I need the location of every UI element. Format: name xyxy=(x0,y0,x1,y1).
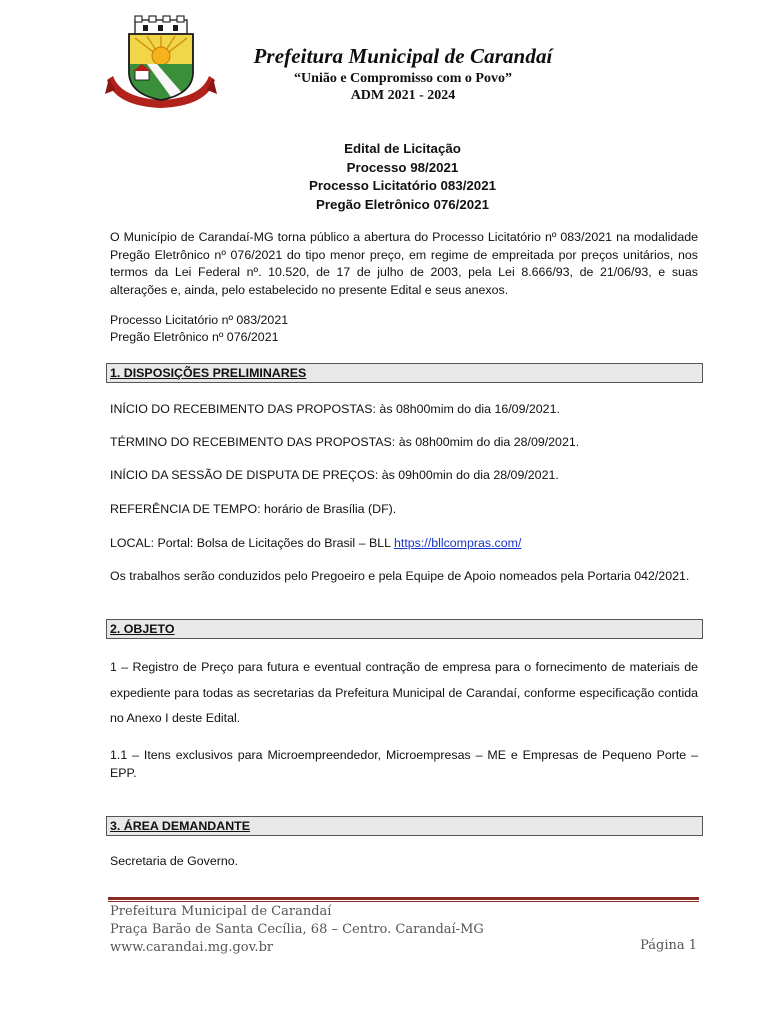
area-demandante-text: Secretaria de Governo. xyxy=(110,854,239,868)
objeto-item-1-1: 1.1 – Itens exclusivos para Microempreendedor, Microempresas – ME e Empresas de Pequeno Porte – EPP. xyxy=(110,748,698,780)
section-heading-2 xyxy=(106,619,703,639)
section-heading-2-label: 2. OBJETO xyxy=(110,622,175,636)
local-line xyxy=(110,535,698,553)
footer-rule-thin xyxy=(108,901,699,902)
footer-address: Praça Barão de Santa Cecília, 68 – Centro. Carandaí-MG xyxy=(110,922,484,937)
section-heading-3-label: 3. ÁREA DEMANDANTE xyxy=(110,819,250,833)
letterhead-administration: ADM 2021 - 2024 xyxy=(350,88,456,103)
footer-org-name: Prefeitura Municipal de Carandaí xyxy=(110,904,332,919)
section-heading-1 xyxy=(106,363,703,383)
municipal-coat-of-arms xyxy=(105,14,217,112)
inicio-recebimento: INÍCIO DO RECEBIMENTO DAS PROPOSTAS: às 08h00mim do dia 16/09/2021. xyxy=(110,402,560,416)
document-heading xyxy=(200,140,605,214)
footer-website: www.carandai.mg.gov.br xyxy=(110,940,274,955)
heading-edital: Edital de Licitação xyxy=(344,141,461,156)
heading-processo-licitatorio: Processo Licitatório 083/2021 xyxy=(309,178,496,193)
heading-processo: Processo 98/2021 xyxy=(346,159,459,175)
section-heading-3 xyxy=(106,816,703,836)
page-number: Página 1 xyxy=(640,938,697,953)
referencia-tempo: REFERÊNCIA DE TEMPO: horário de Brasília (DF). xyxy=(110,502,397,516)
intro-paragraph: O Município de Carandaí-MG torna público a abertura do Processo Licitatório nº 083/2021 na modalidade Pregão Eletrônico nº 076/2021 do tipo menor preço, em regime de empreitada por preços unitários, nos termos da Lei Federal nº. 10.520, de 17 de julho de 2003, pela Lei 8.666/93, de 21/06/93, e suas alterações e, ainda, pelo estabelecido no presente Edital e seus anexos. xyxy=(110,230,698,297)
footer-rule-thick xyxy=(108,897,699,900)
ref-processo: Processo Licitatório nº 083/2021 xyxy=(110,313,289,327)
section-heading-1-label: 1. DISPOSIÇÕES PRELIMINARES xyxy=(110,366,307,380)
bll-link[interactable]: https://bllcompras.com/ xyxy=(394,536,522,550)
termino-recebimento: TÉRMINO DO RECEBIMENTO DAS PROPOSTAS: às 08h00mim do dia 28/09/2021. xyxy=(110,435,580,449)
heading-pregao: Pregão Eletrônico 076/2021 xyxy=(316,196,489,212)
letterhead-motto: “União e Compromisso com o Povo” xyxy=(294,71,512,86)
local-label: LOCAL: Portal: Bolsa de Licitações do Brasil – BLL xyxy=(110,536,394,550)
inicio-sessao: INÍCIO DA SESSÃO DE DISPUTA DE PREÇOS: às 09h00min do dia 28/09/2021. xyxy=(110,468,559,482)
trabalhos-paragraph: Os trabalhos serão conduzidos pelo Pregoeiro e pela Equipe de Apoio nomeados pela Portaria 042/2021. xyxy=(110,569,690,583)
letterhead-title: Prefeitura Municipal de Carandaí xyxy=(253,44,553,68)
objeto-item-1: 1 – Registro de Preço para futura e eventual contração de empresa para o fornecimento de materiais de expediente para todas as secretarias da Prefeitura Municipal de Carandaí, conforme especificação contida no Anexo I deste Edital. xyxy=(110,660,698,725)
ref-pregao: Pregão Eletrônico nº 076/2021 xyxy=(110,330,279,344)
